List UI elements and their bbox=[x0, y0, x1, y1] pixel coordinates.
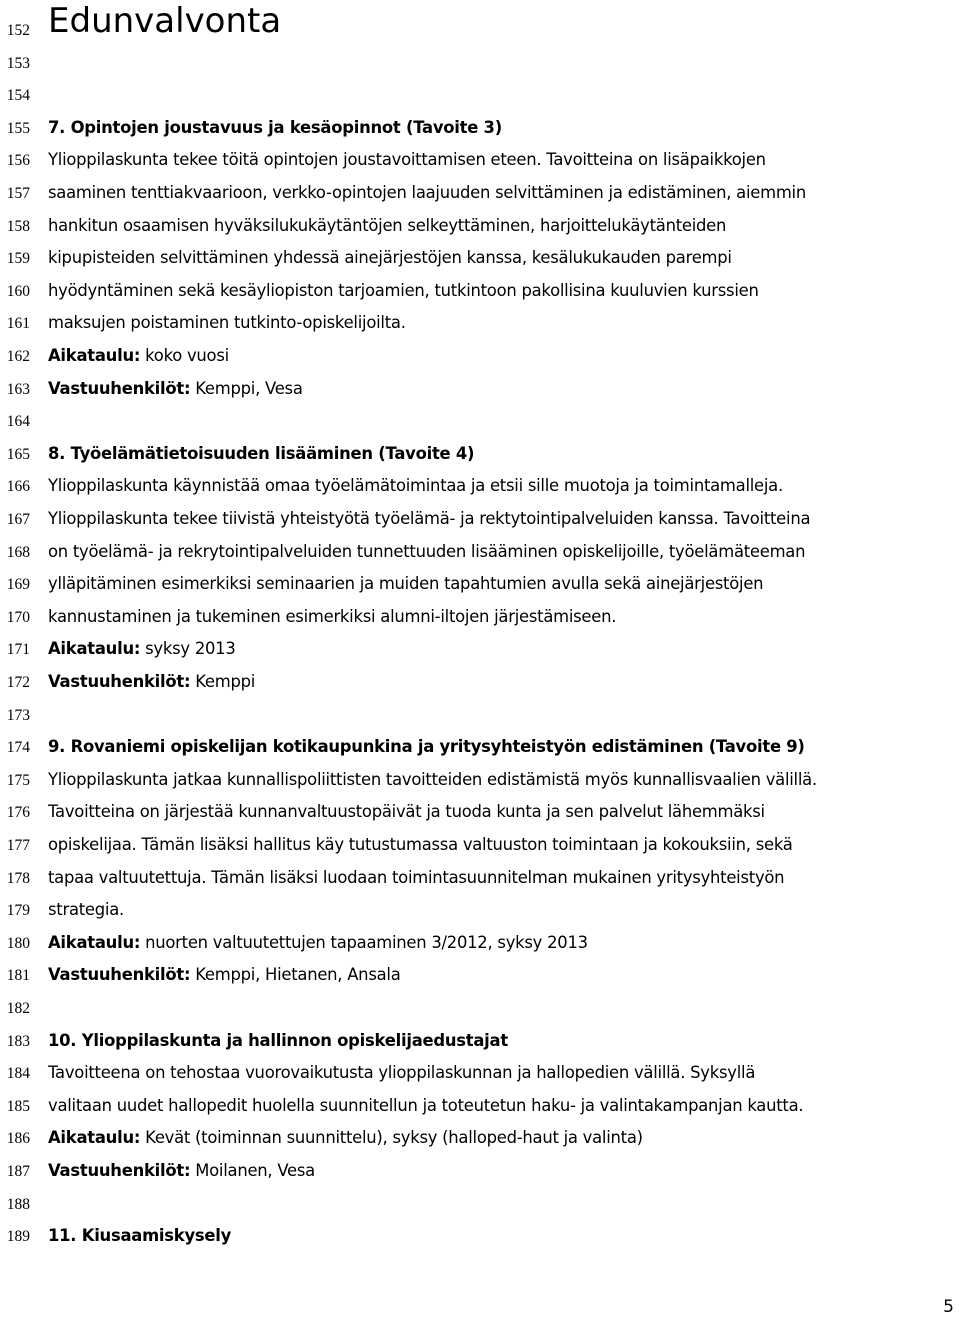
line-text: Aikataulu: Kevät (toiminnan suunnittelu), syksy (halloped-haut ja valinta) bbox=[48, 1128, 643, 1148]
line-number: 175 bbox=[6, 771, 30, 789]
bold-label: Vastuuhenkilöt: bbox=[48, 378, 191, 398]
document-line bbox=[0, 78, 960, 111]
bold-label: Aikataulu: bbox=[48, 1128, 141, 1148]
bold-label: 10. Ylioppilaskunta ja hallinnon opiskelijaedustajat bbox=[48, 1030, 508, 1050]
line-text: saaminen tenttiakvaarioon, verkko-opintojen laajuuden selvittäminen ja edistäminen, aiemmin bbox=[48, 183, 806, 202]
bold-label: Vastuuhenkilöt: bbox=[48, 672, 191, 691]
bold-label: 7. Opintojen joustavuus ja kesäopinnot (Tavoite 3) bbox=[48, 117, 502, 137]
line-number: 176 bbox=[6, 804, 30, 822]
document-line bbox=[0, 13, 960, 46]
line-number: 160 bbox=[6, 282, 30, 300]
line-text: Aikataulu: nuorten valtuutettujen tapaaminen 3/2012, syksy 2013 bbox=[48, 932, 588, 952]
line-text: opiskelijaa. Tämän lisäksi hallitus käy tutustumassa valtuuston toimintaan ja kokouksiin, sekä bbox=[48, 835, 793, 854]
document-line bbox=[0, 632, 960, 665]
line-number: 153 bbox=[6, 54, 30, 72]
line-text: Vastuuhenkilöt: Kemppi, Hietanen, Ansala bbox=[48, 965, 401, 985]
document-line bbox=[0, 861, 960, 894]
line-number: 184 bbox=[6, 1065, 30, 1083]
document-line bbox=[0, 274, 960, 307]
line-number: 165 bbox=[6, 445, 30, 463]
line-text: on työelämä- ja rekrytointipalveluiden tunnettuuden lisääminen opiskelijoille, työelämäteeman bbox=[48, 541, 806, 561]
document-line bbox=[0, 926, 960, 959]
document-line bbox=[0, 176, 960, 209]
line-number: 162 bbox=[6, 348, 30, 365]
line-text: Vastuuhenkilöt: Kemppi, Vesa bbox=[48, 378, 303, 398]
line-number: 169 bbox=[6, 576, 30, 594]
section-heading bbox=[48, 730, 805, 763]
line-number: 178 bbox=[6, 869, 30, 887]
line-text: Vastuuhenkilöt: Kemppi bbox=[48, 672, 256, 691]
line-number: 188 bbox=[6, 1195, 30, 1213]
document-line bbox=[0, 1089, 960, 1122]
document-line bbox=[0, 241, 960, 274]
line-number: 180 bbox=[6, 934, 30, 952]
line-number: 189 bbox=[6, 1228, 30, 1246]
line-number: 187 bbox=[6, 1163, 30, 1180]
page-number: 5 bbox=[943, 1297, 954, 1317]
document-line bbox=[0, 404, 960, 437]
document-line bbox=[0, 209, 960, 242]
line-text: Vastuuhenkilöt: Moilanen, Vesa bbox=[48, 1161, 315, 1180]
document-line bbox=[0, 1154, 960, 1187]
line-number: 173 bbox=[6, 706, 30, 724]
document-line bbox=[0, 469, 960, 502]
document-line bbox=[0, 567, 960, 600]
line-text: ylläpitäminen esimerkiksi seminaarien ja muiden tapahtumien avulla sekä ainejärjestöjen bbox=[48, 574, 764, 594]
line-number: 183 bbox=[6, 1032, 30, 1050]
line-number: 167 bbox=[6, 511, 30, 528]
line-text: hyödyntäminen sekä kesäyliopiston tarjoamien, tutkintoon pakollisina kuuluvien kurssien bbox=[48, 280, 759, 300]
line-number: 170 bbox=[6, 608, 30, 626]
line-number: 172 bbox=[6, 674, 30, 691]
line-number: 152 bbox=[6, 22, 30, 39]
line-number: 185 bbox=[6, 1097, 30, 1115]
section-heading bbox=[48, 1219, 231, 1252]
line-number: 174 bbox=[6, 739, 30, 757]
line-number: 181 bbox=[6, 967, 30, 985]
line-number: 155 bbox=[6, 119, 30, 137]
document-line bbox=[0, 600, 960, 633]
section-heading bbox=[48, 1024, 508, 1057]
line-text: Ylioppilaskunta jatkaa kunnallispoliittisten tavoitteiden edistämistä myös kunnallisvaalien välillä. bbox=[48, 769, 817, 789]
document-line bbox=[0, 795, 960, 828]
line-text: Aikataulu: syksy 2013 bbox=[48, 639, 236, 659]
bold-label: Vastuuhenkilöt: bbox=[48, 965, 191, 985]
document-line bbox=[0, 535, 960, 568]
line-text: maksujen poistaminen tutkinto-opiskelijoilta. bbox=[48, 313, 406, 333]
line-text: Ylioppilaskunta käynnistää omaa työelämätoimintaa ja etsii sille muotoja ja toimintamalleja. bbox=[48, 476, 783, 496]
document-line bbox=[0, 502, 960, 535]
document-line bbox=[0, 893, 960, 926]
document-line bbox=[0, 698, 960, 731]
line-number: 166 bbox=[6, 478, 30, 496]
line-text: Tavoitteena on tehostaa vuorovaikutusta ylioppilaskunnan ja hallopedien välillä. Syksyllä bbox=[48, 1063, 756, 1083]
document-line bbox=[0, 730, 960, 763]
bold-label: Vastuuhenkilöt: bbox=[48, 1161, 191, 1180]
document-line bbox=[0, 143, 960, 176]
line-number: 157 bbox=[6, 185, 30, 202]
line-text: kipupisteiden selvittäminen yhdessä ainejärjestöjen kanssa, kesälukukauden parempi bbox=[48, 248, 732, 268]
document-line bbox=[0, 306, 960, 339]
line-number: 177 bbox=[6, 837, 30, 854]
line-text: kannustaminen ja tukeminen esimerkiksi alumni-iltojen järjestämiseen. bbox=[48, 606, 617, 626]
document-line bbox=[0, 339, 960, 372]
document-line bbox=[0, 665, 960, 698]
document-line bbox=[0, 46, 960, 79]
document-line bbox=[0, 958, 960, 991]
line-number: 159 bbox=[6, 250, 30, 268]
line-text: Tavoitteina on järjestää kunnanvaltuustopäivät ja tuoda kunta ja sen palvelut lähemmäksi bbox=[48, 802, 765, 822]
line-number: 158 bbox=[6, 217, 30, 235]
section-heading bbox=[48, 111, 502, 144]
document-line bbox=[0, 828, 960, 861]
line-text: valitaan uudet hallopedit huolella suunnitellun ja toteutetun haku- ja valintakampanjan kautta. bbox=[48, 1095, 804, 1115]
document-line bbox=[0, 372, 960, 405]
line-text: Ylioppilaskunta tekee töitä opintojen joustavoittamisen eteen. Tavoitteina on lisäpaikkojen bbox=[48, 150, 766, 170]
line-text: hankitun osaamisen hyväksilukukäytäntöjen selkeyttäminen, harjoittelukäytänteiden bbox=[48, 215, 727, 235]
document-line bbox=[0, 437, 960, 470]
document-line bbox=[0, 991, 960, 1024]
line-number: 163 bbox=[6, 380, 30, 398]
document-line bbox=[0, 1219, 960, 1252]
document-line bbox=[0, 1121, 960, 1154]
bold-label: Aikataulu: bbox=[48, 639, 141, 659]
document-line bbox=[0, 1024, 960, 1057]
bold-label: Aikataulu: bbox=[48, 932, 141, 952]
document-line bbox=[0, 111, 960, 144]
line-text: strategia. bbox=[48, 900, 124, 920]
bold-label: 9. Rovaniemi opiskelijan kotikaupunkina ja yritysyhteistyön edistäminen (Tavoite 9) bbox=[48, 737, 805, 757]
line-number: 156 bbox=[6, 152, 30, 170]
line-number: 182 bbox=[6, 1000, 30, 1017]
line-number: 171 bbox=[6, 641, 30, 659]
document-line bbox=[0, 1056, 960, 1089]
document-line bbox=[0, 763, 960, 796]
section-heading bbox=[48, 437, 474, 470]
bold-label: 11. Kiusaamiskysely bbox=[48, 1226, 232, 1246]
line-number: 179 bbox=[6, 902, 30, 920]
line-text: tapaa valtuutettuja. Tämän lisäksi luodaan toimintasuunnitelman mukainen yritysyhteistyön bbox=[48, 867, 785, 887]
line-number: 154 bbox=[6, 87, 30, 105]
line-number: 186 bbox=[6, 1130, 30, 1148]
bold-label: Aikataulu: bbox=[48, 346, 141, 365]
line-text: Ylioppilaskunta tekee tiivistä yhteistyötä työelämä- ja rektytointipalveluiden kanssa. Tavoitteina bbox=[48, 509, 811, 528]
line-number: 168 bbox=[6, 543, 30, 561]
page-title: Edunvalvonta bbox=[48, 1, 282, 41]
document-line bbox=[0, 1187, 960, 1220]
line-number: 161 bbox=[6, 315, 30, 333]
line-text: Aikataulu: koko vuosi bbox=[48, 346, 229, 365]
line-number: 164 bbox=[6, 413, 30, 431]
bold-label: 8. Työelämätietoisuuden lisääminen (Tavoite 4) bbox=[48, 443, 475, 463]
